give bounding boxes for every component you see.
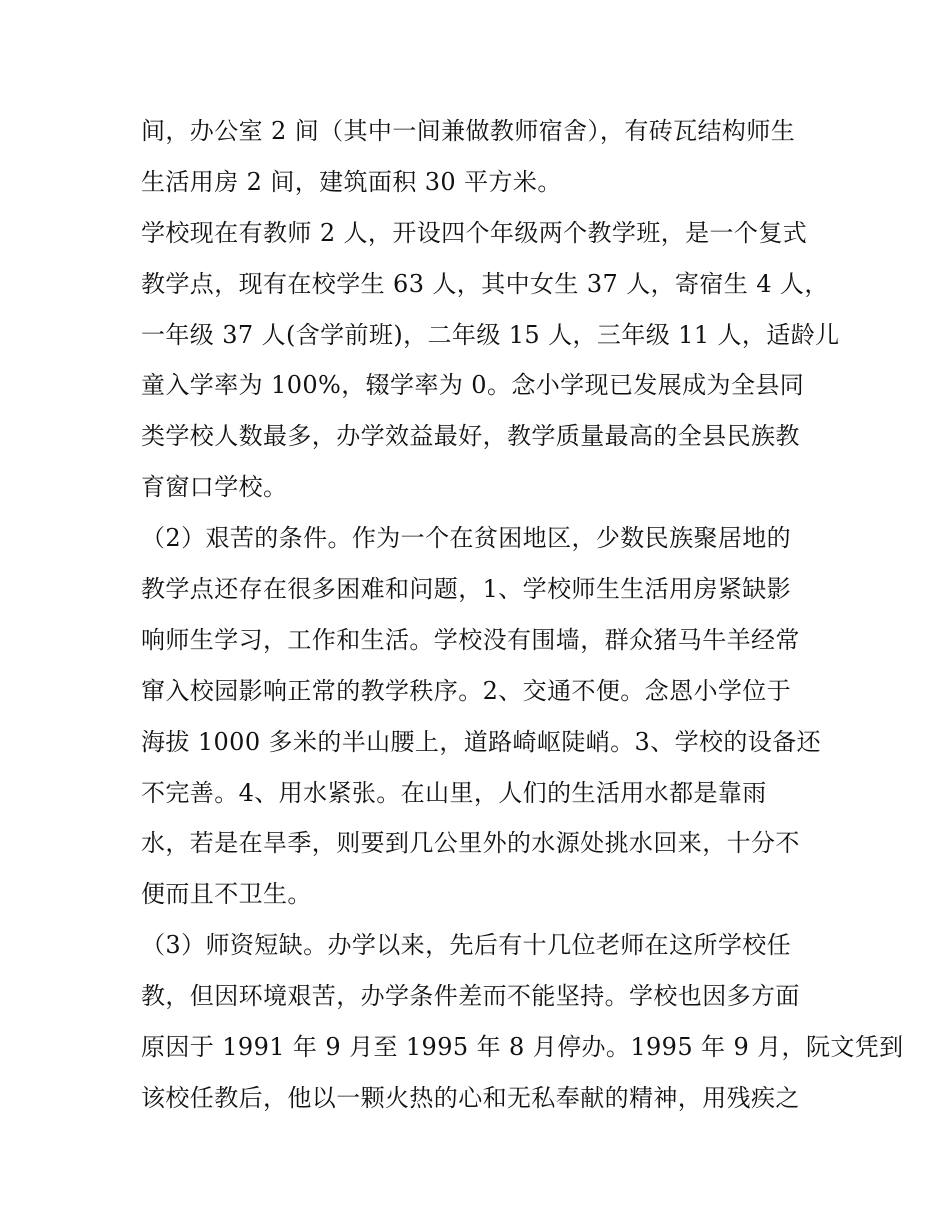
text-line: （3）师资短缺。办学以来，先后有十几位老师在这所学校任	[141, 931, 792, 960]
text-line: 教学点，现有在校学生 63 人，其中女生 37 人，寄宿生 4 人，	[141, 269, 829, 298]
text-line: （2）艰苦的条件。作为一个在贫困地区，少数民族聚居地的	[141, 524, 792, 553]
text-line: 类学校人数最多，办学效益最好，教学质量最高的全县民族教	[141, 422, 800, 451]
text-line: 学校现在有教师 2 人，开设四个年级两个教学班，是一个复式	[141, 218, 808, 247]
document-body	[141, 106, 904, 1124]
text-line: 便而且不卫生。	[141, 880, 312, 909]
text-line: 教学点还存在很多困难和问题，1、学校师生生活用房紧缺影	[141, 575, 792, 604]
text-line: 不完善。4、用水紧张。在山里，人们的生活用水都是靠雨	[141, 778, 767, 807]
text-line: 间，办公室 2 间（其中一间兼做教师宿舍），有砖瓦结构师生	[141, 117, 796, 145]
text-line: 童入学率为 100%，辍学率为 0。念小学现已发展成为全县同	[141, 371, 805, 400]
text-line: 该校任教后，他以一颗火热的心和无私奉献的精神，用残疾之	[141, 1083, 800, 1112]
text-line: 窜入校园影响正常的教学秩序。2、交通不便。念恩小学位于	[141, 676, 792, 705]
text-line: 育窗口学校。	[141, 473, 288, 502]
text-line: 原因于 1991 年 9 月至 1995 年 8 月停办。1995 年 9 月，阮文凭到	[141, 1033, 904, 1062]
text-line: 生活用房 2 间，建筑面积 30 平方米。	[141, 167, 562, 196]
text-line: 响师生学习，工作和生活。学校没有围墙，群众猪马牛羊经常	[141, 625, 800, 654]
text-line: 海拔 1000 多米的半山腰上，道路崎岖陡峭。3、学校的设备还	[141, 727, 822, 756]
text-line: 一年级 37 人(含学前班)，二年级 15 人，三年级 11 人，适龄儿	[141, 320, 840, 349]
text-line: 水，若是在旱季，则要到几公里外的水源处挑水回来，十分不	[141, 829, 800, 858]
text-line: 教，但因环境艰苦，办学条件差而不能坚持。学校也因多方面	[141, 982, 800, 1011]
